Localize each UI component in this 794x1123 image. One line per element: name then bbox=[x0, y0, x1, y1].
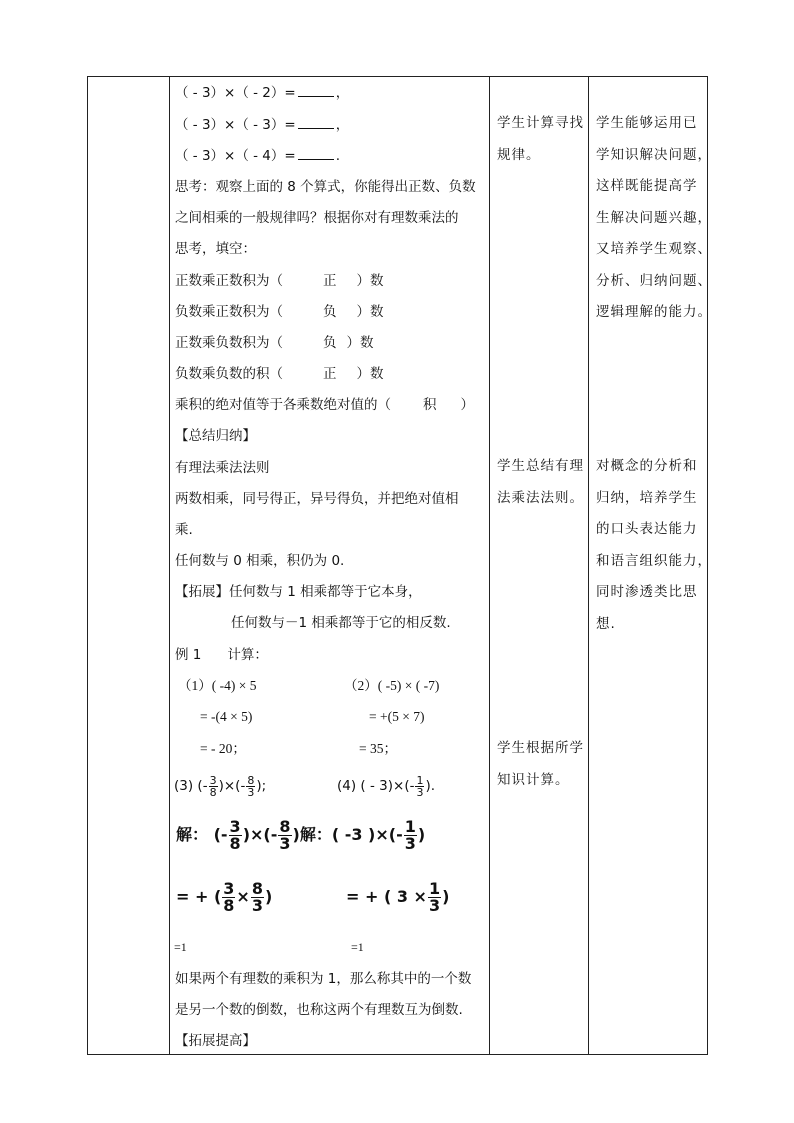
table-column-divider-2 bbox=[489, 76, 490, 1055]
answer-blank bbox=[298, 116, 334, 129]
example-heading: 例 1 计算： bbox=[175, 647, 268, 663]
table-border-top bbox=[87, 76, 708, 77]
answer-blank bbox=[298, 84, 334, 97]
fraction: $\frac{8}{3}$ bbox=[247, 773, 255, 799]
paragraph-line: 之间相乘的一般规律吗？根据你对有理数乘法的 bbox=[175, 210, 459, 226]
worked-example-line: （1）( -4) × 5 bbox=[178, 678, 257, 693]
paragraph-line: 两数相乘，同号得正，异号得负，并把绝对值相 bbox=[175, 491, 459, 507]
equation-line: （ - 3）×（ - 4）= . bbox=[175, 148, 341, 164]
table-border-left bbox=[87, 76, 88, 1055]
answer-blank bbox=[298, 147, 334, 160]
section-heading: 【总结归纳】 bbox=[175, 428, 256, 444]
student-activity-3: 学生根据所学 知识计算。 bbox=[497, 740, 584, 788]
solution-line: = + ( 3 × $\frac{1}{3}$ ) bbox=[346, 879, 450, 915]
student-activity-2: 学生总结有理 法乘法法则。 bbox=[497, 458, 584, 506]
fraction: $\frac{3}{8}$ bbox=[209, 773, 217, 799]
worked-example-line: = +(5 × 7) bbox=[369, 709, 425, 724]
design-intent-2: 对概念的分析和 归纳，培养学生 的口头表达能力 和语言组织能力， 同时渗透类比思 想. bbox=[596, 458, 712, 632]
fill-in-line: 乘积的绝对值等于各乘数绝对值的（ 积 ） bbox=[175, 397, 474, 413]
fraction: $\frac{1}{3}$ bbox=[428, 879, 441, 915]
design-intent-1: 学生能够运用已 学知识解决问题， 这样既能提高学 生解决问题兴趣， 又培养学生观察、 分析、归纳问题、 逻辑理解的能力。 bbox=[596, 115, 712, 320]
solution-line: = + ( $\frac{3}{8}$ × $\frac{8}{3}$ ) bbox=[176, 879, 273, 915]
fill-in-line: 负数乘正数积为（ 负 ）数 bbox=[175, 304, 384, 320]
section-heading: 【拓展提高】 bbox=[175, 1033, 256, 1049]
paragraph-line: 思考，填空： bbox=[175, 241, 256, 257]
worked-example-line: = - 20； bbox=[200, 741, 246, 756]
paragraph-line: 乘. bbox=[175, 522, 193, 538]
paragraph-line: 【拓展】任何数与 1 相乘都等于它本身， bbox=[175, 584, 422, 600]
fraction: $\frac{3}{8}$ bbox=[223, 879, 235, 915]
equation-line: （ - 3）×（ - 2）= ， bbox=[175, 85, 350, 101]
paragraph-line: 有理法乘法法则 bbox=[175, 460, 270, 476]
table-column-divider-3 bbox=[588, 76, 589, 1055]
table-border-bottom bbox=[87, 1054, 708, 1055]
worked-example-line: = -(4 × 5) bbox=[200, 709, 253, 724]
result-line: =1 bbox=[351, 940, 364, 954]
result-line: =1 bbox=[174, 940, 187, 954]
paragraph-line: 是另一个数的倒数，也称这两个有理数互为倒数. bbox=[175, 1002, 463, 1018]
table-column-divider-1 bbox=[169, 76, 170, 1055]
fraction: $\frac{1}{3}$ bbox=[416, 773, 424, 799]
fill-in-line: 负数乘负数的积（ 正 ）数 bbox=[175, 366, 384, 382]
paragraph-line: 任何数与 0 相乘，积仍为 0. bbox=[175, 553, 345, 569]
fraction: $\frac{8}{3}$ bbox=[251, 879, 263, 915]
fraction: $\frac{1}{3}$ bbox=[404, 817, 416, 853]
fraction: $\frac{8}{3}$ bbox=[279, 817, 291, 853]
paragraph-line: 任何数与－1 相乘都等于它的相反数. bbox=[231, 615, 451, 631]
worked-example-line: （2）( -5) × ( -7) bbox=[344, 678, 440, 693]
fill-in-line: 正数乘负数积为（ 负 ）数 bbox=[175, 335, 374, 351]
paragraph-line: 如果两个有理数的乘积为 1，那么称其中的一个数 bbox=[175, 971, 472, 987]
student-activity-1: 学生计算寻找 规律。 bbox=[497, 115, 584, 163]
problem-4: (4) ( - 3)×(- $\frac{1}{3}$ ). bbox=[337, 773, 436, 799]
paragraph-line: 思考：观察上面的 8 个算式，你能得出正数、负数 bbox=[175, 179, 476, 195]
solution-line: 解： (- $\frac{3}{8}$ )×(- $\frac{8}{3}$ )解：( -3 )×(- $\frac{1}{3}$ ) bbox=[176, 817, 426, 853]
fraction: $\frac{3}{8}$ bbox=[229, 817, 241, 853]
fill-in-line: 正数乘正数积为（ 正 ）数 bbox=[175, 273, 384, 289]
problem-3: (3) (- $\frac{3}{8}$ )×(- $\frac{8}{3}$ ); bbox=[174, 773, 267, 799]
worked-example-line: = 35； bbox=[359, 741, 397, 756]
equation-line: （ - 3）×（ - 3）= ， bbox=[175, 117, 350, 133]
